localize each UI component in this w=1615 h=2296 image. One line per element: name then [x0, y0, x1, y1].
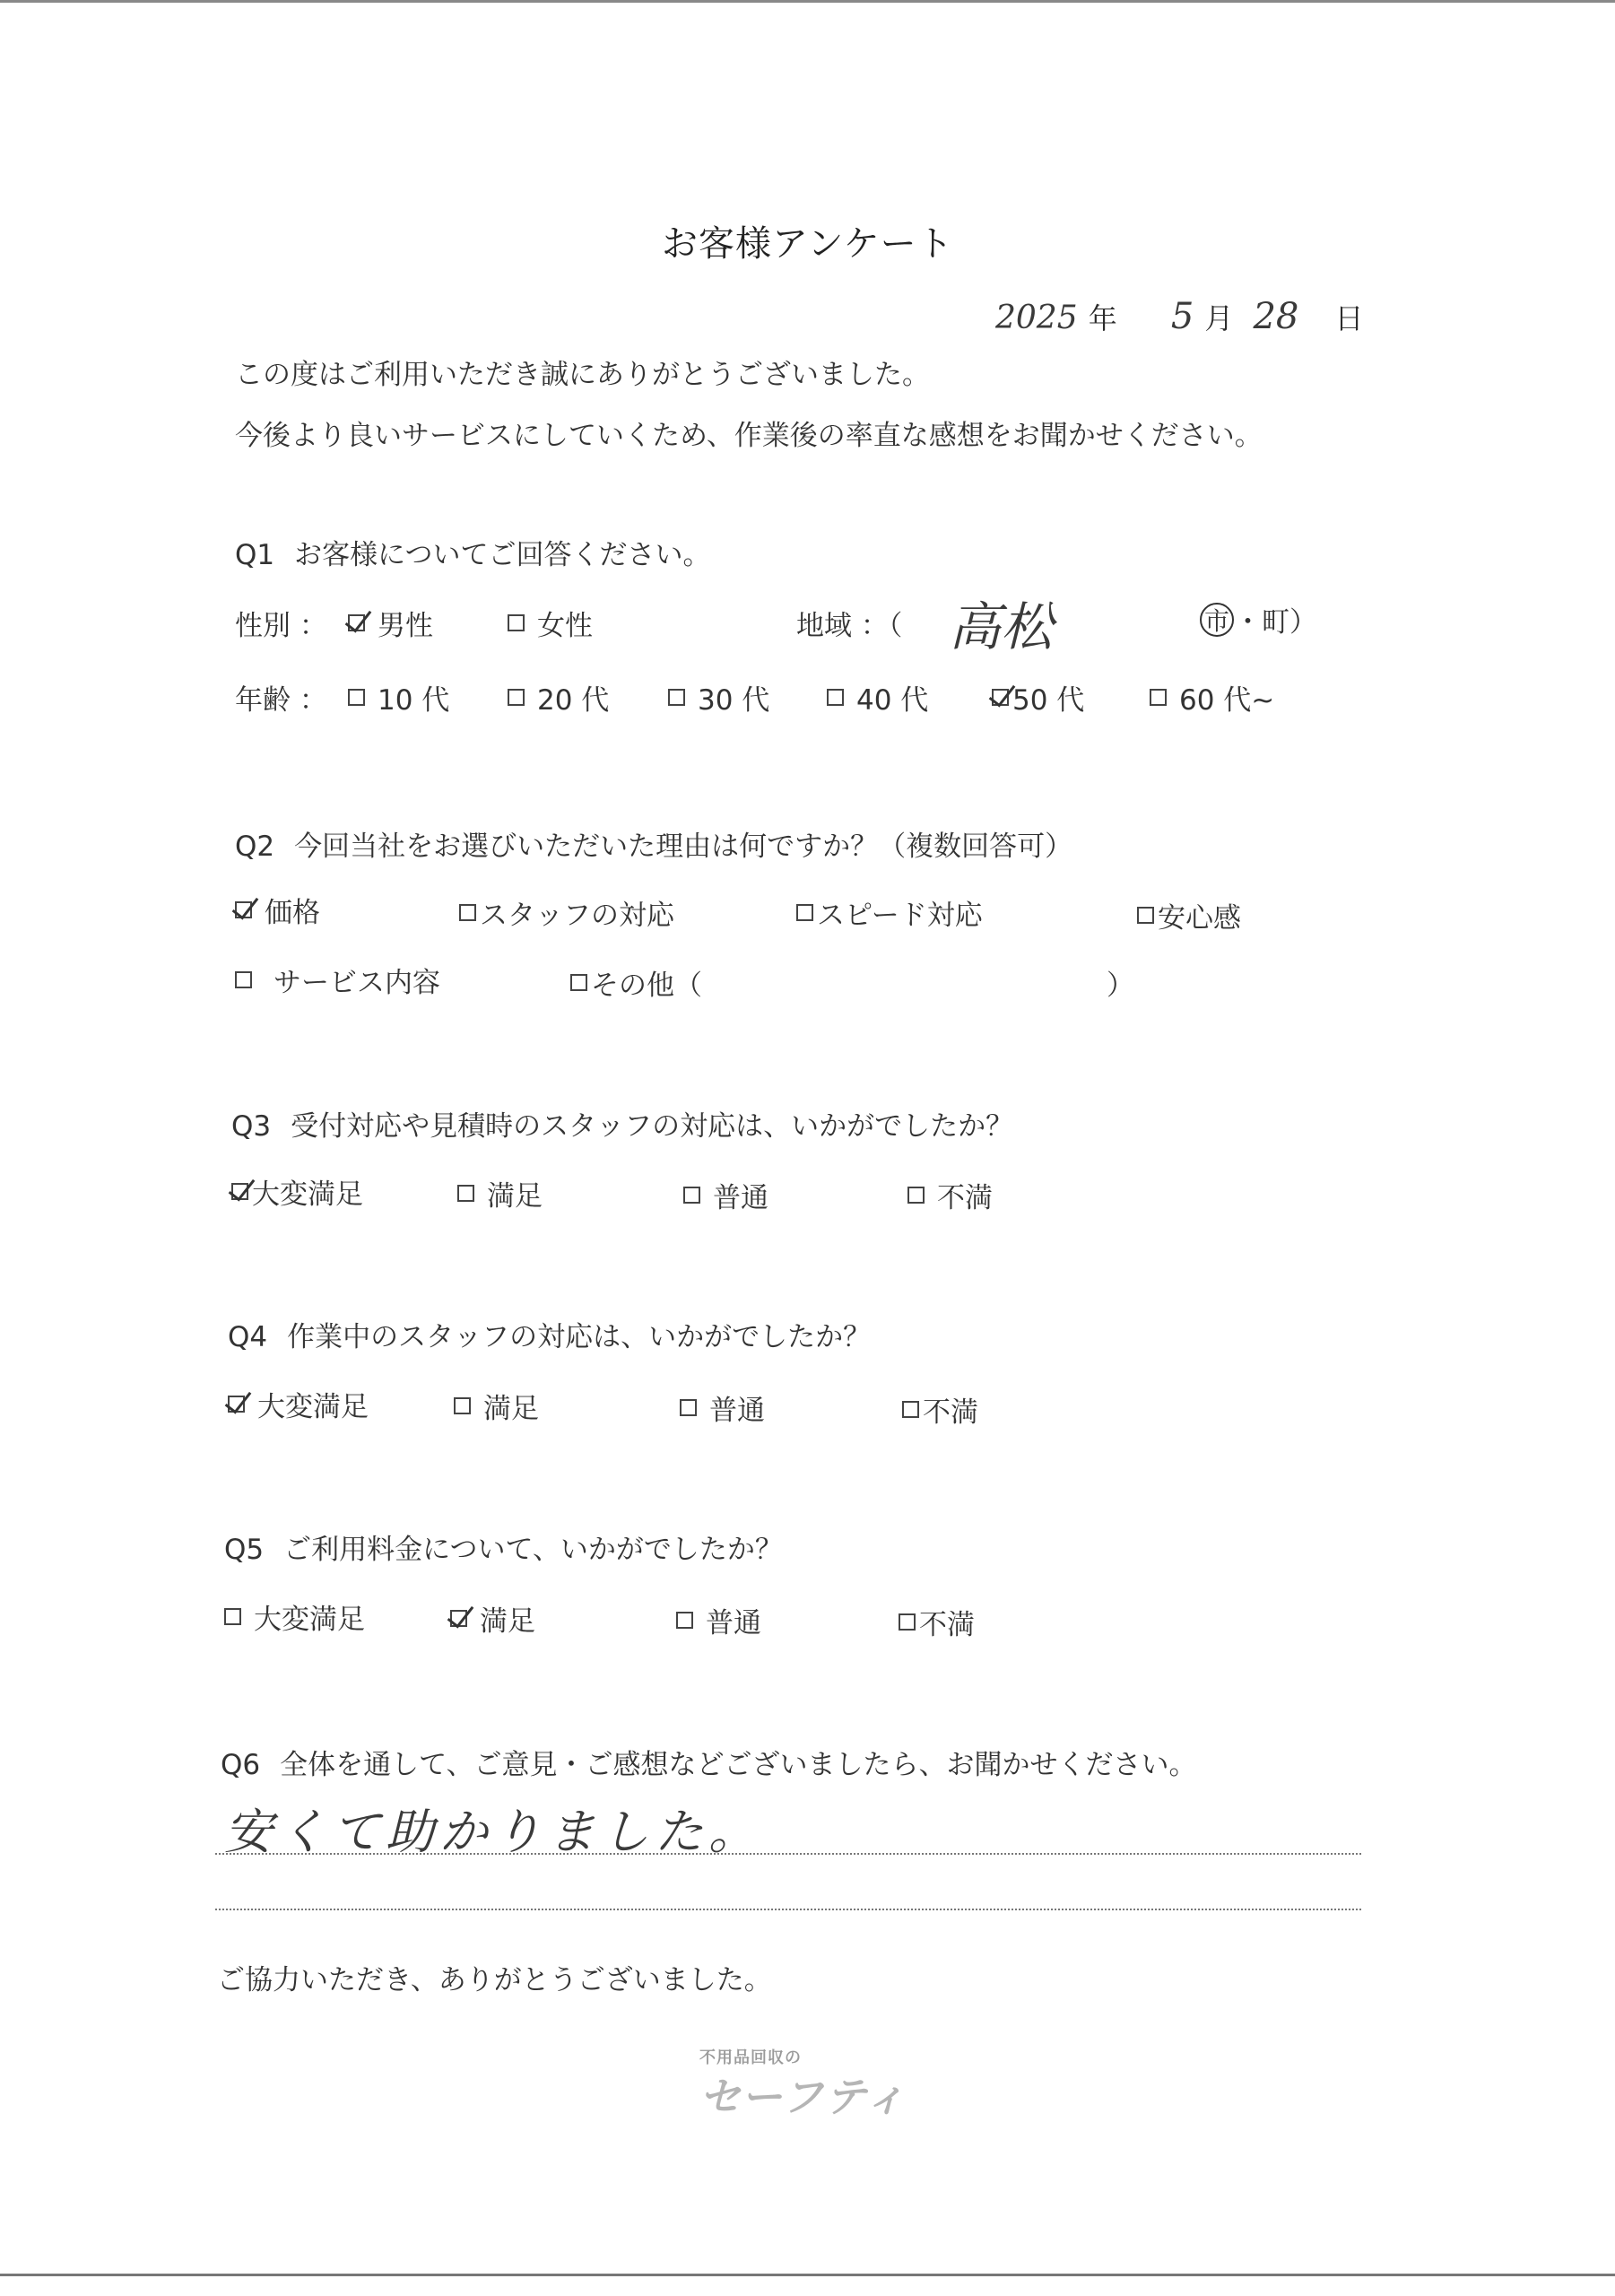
checkbox-service[interactable]: [235, 971, 252, 988]
date-day-value: 28: [1253, 296, 1299, 337]
date-day-unit: 日: [1334, 301, 1364, 335]
q2-option-label: 安心感: [1158, 902, 1241, 935]
q4-option-label: 不満: [923, 1396, 978, 1429]
logo-name: セーフティ: [699, 2073, 908, 2121]
top-edge-line: [0, 0, 1615, 3]
q5-text: ご利用料金について、いかがでしたか？: [283, 1534, 783, 1566]
logo-tagline: 不用品回収の: [699, 2048, 802, 2067]
q1-heading: [235, 532, 711, 572]
age-option-label: 20 代: [537, 684, 610, 717]
q5-option-dissatisfied[interactable]: [899, 1602, 975, 1642]
q6-label: Q6: [221, 1749, 261, 1781]
checkbox-q5-satisfied[interactable]: [450, 1610, 467, 1627]
q3-option-label: 普通: [713, 1182, 768, 1214]
closing-text: ご協力いただき、ありがとうございました。: [217, 1964, 772, 1996]
q5-option-label: 普通: [706, 1607, 761, 1639]
checkbox-age-20[interactable]: [508, 689, 525, 706]
region-value: 高松: [949, 596, 1054, 657]
q1-label: Q1: [235, 539, 275, 571]
q2-label: Q2: [235, 831, 275, 863]
date-year-unit: 年: [1088, 301, 1117, 335]
q4-text: 作業中のスタッフの対応は、いかがでしたか？: [287, 1321, 872, 1353]
q2-other-close: ）: [1107, 970, 1134, 1002]
q5-option-label: 大変満足: [254, 1604, 365, 1636]
answer-line-1: [215, 1853, 1361, 1855]
q4-option-label: 普通: [709, 1395, 765, 1427]
checkbox-age-40[interactable]: [827, 689, 844, 706]
gender-option-female[interactable]: [508, 603, 593, 643]
q4-option-very-satisfied[interactable]: [228, 1384, 369, 1424]
answer-line-2: [215, 1909, 1361, 1910]
q3-option-normal[interactable]: [683, 1175, 768, 1215]
checkbox-female[interactable]: [508, 614, 525, 631]
q3-option-very-satisfied[interactable]: [231, 1171, 363, 1212]
checkbox-other[interactable]: [570, 974, 587, 991]
checkbox-q3-normal[interactable]: [683, 1187, 700, 1204]
gender-option-label: 男性: [378, 610, 433, 642]
q2-option-label: サービス内容: [274, 967, 440, 999]
date: [995, 296, 1364, 337]
q4-option-label: 満足: [483, 1393, 539, 1425]
gender-label: 性別 ：: [235, 610, 327, 642]
company-logo: [699, 2045, 907, 2124]
q1-text: お客様についてご回答ください。: [294, 539, 711, 571]
age-option-40[interactable]: [827, 677, 928, 718]
checkbox-staff[interactable]: [459, 904, 476, 921]
q2-option-staff[interactable]: [459, 892, 674, 933]
checkbox-age-50[interactable]: [992, 689, 1009, 706]
q2-option-service[interactable]: [235, 960, 440, 1000]
age-option-label: 10 代: [378, 684, 450, 717]
checkbox-q3-satisfied[interactable]: [457, 1185, 474, 1202]
q5-option-label: 満足: [480, 1605, 535, 1638]
checkbox-speed[interactable]: [796, 904, 813, 921]
q3-label: Q3: [231, 1110, 272, 1143]
age-label: 年齢 ：: [235, 684, 327, 717]
q5-option-satisfied[interactable]: [450, 1598, 535, 1639]
gender-option-label: 女性: [537, 610, 593, 642]
checkbox-age-60[interactable]: [1150, 689, 1167, 706]
q5-option-normal[interactable]: [676, 1600, 761, 1640]
q2-option-other[interactable]: [570, 962, 702, 1003]
q4-option-dissatisfied[interactable]: [902, 1389, 978, 1430]
q5-option-very-satisfied[interactable]: [224, 1596, 365, 1637]
q2-option-label: その他（: [591, 970, 702, 1002]
q3-heading: [231, 1103, 1013, 1144]
age-option-label: 30 代: [698, 684, 770, 717]
age-option-10[interactable]: [348, 677, 449, 718]
q6-heading: [221, 1742, 1197, 1782]
region-suffix-text: ・町）: [1234, 606, 1317, 639]
checkbox-q4-normal[interactable]: [680, 1399, 697, 1416]
age-option-30[interactable]: [668, 677, 769, 718]
gender-option-male[interactable]: [348, 603, 433, 643]
q4-option-normal[interactable]: [680, 1387, 765, 1428]
q2-option-speed[interactable]: [796, 892, 983, 933]
q5-heading: [224, 1526, 783, 1567]
q5-label: Q5: [224, 1534, 265, 1566]
q3-option-satisfied[interactable]: [457, 1173, 543, 1213]
q3-text: 受付対応や見積時のスタッフの対応は、いかがでしたか？: [291, 1110, 1014, 1143]
checkbox-q5-normal[interactable]: [676, 1612, 693, 1629]
age-option-label: 50 代: [1012, 684, 1085, 717]
q5-option-label: 不満: [919, 1609, 975, 1641]
q6-answer[interactable]: 安くて助かりました。: [224, 1804, 762, 1860]
q4-label: Q4: [228, 1321, 268, 1353]
q2-heading: [235, 823, 1072, 864]
q6-text: 全体を通して、ご意見・ご感想などございましたら、お聞かせください。: [280, 1749, 1197, 1781]
city-circled-mark: 市: [1200, 603, 1234, 637]
q2-option-security[interactable]: [1137, 895, 1241, 935]
q3-option-label: 不満: [937, 1182, 993, 1214]
page-title: お客様アンケート: [662, 223, 954, 265]
q2-option-price[interactable]: [235, 890, 320, 930]
checkbox-q4-very-satisfied[interactable]: [228, 1396, 245, 1413]
checkbox-price[interactable]: [235, 901, 252, 918]
checkbox-male[interactable]: [348, 614, 365, 631]
bottom-edge-line: [0, 2274, 1615, 2276]
checkbox-q3-dissatisfied[interactable]: [907, 1187, 925, 1204]
q2-option-label: 価格: [265, 897, 320, 929]
intro-line-1: この度はご利用いただき誠にありがとうございました。: [235, 359, 930, 391]
checkbox-q5-dissatisfied[interactable]: [899, 1613, 916, 1631]
date-month-unit: 月: [1204, 301, 1234, 335]
q4-heading: [228, 1314, 871, 1354]
checkbox-q5-very-satisfied[interactable]: [224, 1608, 241, 1625]
checkbox-age-10[interactable]: [348, 689, 365, 706]
age-option-label: 40 代: [856, 684, 929, 717]
checkbox-q4-dissatisfied[interactable]: [902, 1401, 919, 1418]
checkbox-security[interactable]: [1137, 907, 1154, 924]
q3-option-label: 大変満足: [252, 1178, 363, 1211]
age-option-20[interactable]: [508, 677, 609, 718]
q2-text: 今回当社をお選びいただいた理由は何ですか？（複数回答可）: [294, 831, 1073, 863]
age-option-50[interactable]: [992, 677, 1084, 718]
q3-option-dissatisfied[interactable]: [907, 1175, 993, 1215]
q3-option-label: 満足: [487, 1180, 543, 1213]
intro-line-2: 今後より良いサービスにしていくため、作業後の率直な感想をお聞かせください。: [235, 420, 1263, 452]
age-option-label: 60 代~: [1179, 684, 1275, 717]
q4-option-satisfied[interactable]: [454, 1386, 539, 1426]
date-month-value: 5: [1170, 296, 1194, 337]
age-option-60[interactable]: [1150, 677, 1274, 718]
checkbox-q3-very-satisfied[interactable]: [231, 1183, 248, 1200]
region-label: 地域 ：（: [796, 610, 903, 642]
q2-option-label: スタッフの対応: [480, 900, 674, 932]
checkbox-age-30[interactable]: [668, 689, 685, 706]
date-year-value: 2025: [995, 300, 1078, 336]
q4-option-label: 大変満足: [257, 1391, 369, 1423]
checkbox-q4-satisfied[interactable]: [454, 1397, 471, 1414]
region-suffix: [1200, 599, 1317, 639]
q2-option-label: スピード対応: [817, 900, 983, 932]
